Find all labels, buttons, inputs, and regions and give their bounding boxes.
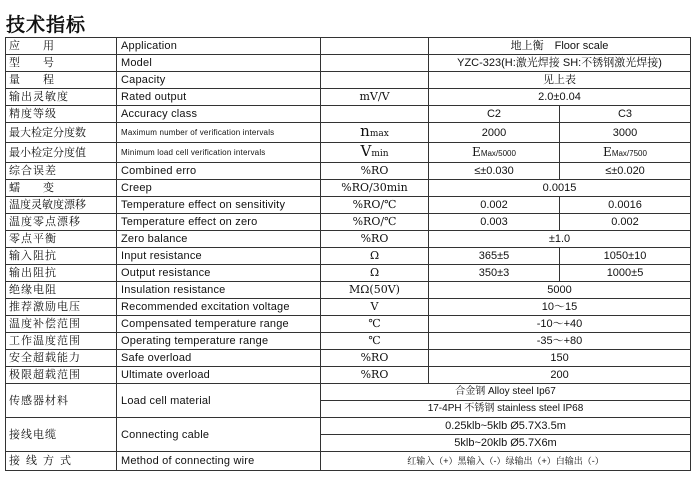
value-cell-c2 (429, 143, 560, 163)
unit-cell (321, 106, 429, 123)
value-cell-cable-1: 0.25klb~5klb Ø5.7X3.5m (321, 418, 691, 435)
unit-sub: max (369, 129, 389, 139)
value-cell: 150 (429, 350, 691, 367)
table-row (6, 299, 691, 316)
value-cell-c2: C2 (429, 106, 560, 123)
label-cn: 综合误差 (6, 163, 117, 180)
unit-cell (321, 143, 429, 163)
unit-cell: Ω (321, 248, 429, 265)
value-cell-c3: C3 (560, 106, 691, 123)
value-cell: YZC-323(H:激光焊接 SH:不锈钢激光焊接) (429, 55, 691, 72)
unit-cell: Ω (321, 265, 429, 282)
label-cn: 安全超载能力 (6, 350, 117, 367)
unit-cell: %RO (321, 163, 429, 180)
page-title: 技术指标 (6, 14, 87, 36)
value-sub: Max/7500 (611, 148, 647, 158)
table-row (6, 89, 691, 106)
label-cn: 接线电缆 (6, 418, 117, 452)
label-cn: 温度零点漂移 (6, 214, 117, 231)
value-cell-c3: 3000 (560, 123, 691, 143)
spec-table (5, 37, 691, 471)
unit-cell: %RO/℃ (321, 214, 429, 231)
label-en: Recommended excitation voltage (117, 299, 321, 316)
label-en: Creep (117, 180, 321, 197)
unit-cell (321, 38, 429, 55)
unit-sub: min (371, 149, 389, 159)
value-cell-c2: 0.003 (429, 214, 560, 231)
label-cn: 最小检定分度值 (6, 143, 117, 163)
table-row (6, 72, 691, 89)
table-row (6, 231, 691, 248)
value-cell: 2.0±0.04 (429, 89, 691, 106)
table-row (6, 55, 691, 72)
unit-cell (321, 55, 429, 72)
unit-cell: V (321, 299, 429, 316)
table-row (6, 316, 691, 333)
label-cn: 传感器材料 (6, 384, 117, 418)
label-cn: 输入阻抗 (6, 248, 117, 265)
label-cn (6, 123, 117, 143)
label-cn: 量 程 (6, 72, 117, 89)
value-cell-material-2: 17-4PH 不锈钢 stainless steel IP68 (321, 401, 691, 418)
unit-cell: %RO (321, 350, 429, 367)
value-cell: 地上衡 Floor scale (429, 38, 691, 55)
label-en: Capacity (117, 72, 321, 89)
unit-cell: mV/V (321, 89, 429, 106)
label-cn-text: 最大检定分度数 (9, 125, 86, 139)
value-cell-c2: ≤±0.030 (429, 163, 560, 180)
unit-main: n (360, 122, 370, 140)
unit-cell: ℃ (321, 333, 429, 350)
table-row (6, 180, 691, 197)
table-row-cable (6, 418, 691, 435)
label-en: Connecting cable (117, 418, 321, 452)
label-cn: 输出阻抗 (6, 265, 117, 282)
table-row (6, 265, 691, 282)
label-en: Zero balance (117, 231, 321, 248)
label-en: Input resistance (117, 248, 321, 265)
label-en: Method of connecting wire (117, 452, 321, 471)
value-cell-c3: 1000±5 (560, 265, 691, 282)
value-main: E (603, 144, 612, 159)
value-cell-c2: 350±3 (429, 265, 560, 282)
value-cell-c3: 0.0016 (560, 197, 691, 214)
value-cell: 见上表 (429, 72, 691, 89)
label-en: Rated output (117, 89, 321, 106)
value-cell: -10～+40 (429, 316, 691, 333)
label-en: Operating temperature range (117, 333, 321, 350)
label-en: Accuracy class (117, 106, 321, 123)
label-en: Output resistance (117, 265, 321, 282)
label-en: Maximum number of verification intervals (117, 123, 321, 143)
unit-cell: %RO/30min (321, 180, 429, 197)
value-cell: 10～15 (429, 299, 691, 316)
label-en: Safe overload (117, 350, 321, 367)
label-en: Load cell material (117, 384, 321, 418)
label-cn: 极限超载范围 (6, 367, 117, 384)
label-cn: 型 号 (6, 55, 117, 72)
value-cell: 200 (429, 367, 691, 384)
unit-cell: %RO (321, 367, 429, 384)
label-cn: 工作温度范围 (6, 333, 117, 350)
value-cell-c2: 2000 (429, 123, 560, 143)
label-cn: 零点平衡 (6, 231, 117, 248)
value-cell-cable-2: 5klb~20klb Ø5.7X6m (321, 435, 691, 452)
table-row (6, 248, 691, 265)
table-row (6, 197, 691, 214)
value-cell: 5000 (429, 282, 691, 299)
value-cell-wiring: 红输入（+）黑输入（-）绿输出（+）白输出（-） (321, 452, 691, 471)
label-cn: 应 用 (6, 38, 117, 55)
value-cell: ±1.0 (429, 231, 691, 248)
value-cell-c3: 1050±10 (560, 248, 691, 265)
label-en: Model (117, 55, 321, 72)
table-row (6, 367, 691, 384)
unit-cell: MΩ(50V) (321, 282, 429, 299)
label-cn: 接线方式 (6, 452, 117, 471)
label-en: Ultimate overload (117, 367, 321, 384)
unit-cell: ℃ (321, 316, 429, 333)
value-cell-c3 (560, 143, 691, 163)
label-en: Compensated temperature range (117, 316, 321, 333)
table-row (6, 106, 691, 123)
label-en: Application (117, 38, 321, 55)
label-cn: 温度灵敏度漂移 (6, 197, 117, 214)
unit-main: V (360, 142, 372, 160)
table-row (6, 143, 691, 163)
label-en: Insulation resistance (117, 282, 321, 299)
table-row (6, 38, 691, 55)
table-row (6, 123, 691, 143)
table-row (6, 333, 691, 350)
label-en: Temperature effect on zero (117, 214, 321, 231)
label-en: Temperature effect on sensitivity (117, 197, 321, 214)
value-main: E (472, 144, 481, 159)
value-cell-c3: ≤±0.020 (560, 163, 691, 180)
value-cell: -35～+80 (429, 333, 691, 350)
unit-cell (321, 123, 429, 143)
value-sub: Max/5000 (480, 148, 516, 158)
label-en: Combined erro (117, 163, 321, 180)
value-cell: 0.0015 (429, 180, 691, 197)
table-row (6, 282, 691, 299)
unit-cell: %RO (321, 231, 429, 248)
unit-cell: %RO/℃ (321, 197, 429, 214)
table-row (6, 350, 691, 367)
value-cell-material-1: 合金钢 Alloy steel Ip67 (321, 384, 691, 401)
value-cell-c2: 365±5 (429, 248, 560, 265)
label-en: Minimum load cell verification intervals (117, 143, 321, 163)
table-row (6, 163, 691, 180)
label-cn: 蠕 变 (6, 180, 117, 197)
label-cn: 温度补偿范围 (6, 316, 117, 333)
label-cn: 输出灵敏度 (6, 89, 117, 106)
table-row-material (6, 384, 691, 401)
label-cn: 推荐激励电压 (6, 299, 117, 316)
value-cell-c2: 0.002 (429, 197, 560, 214)
label-cn: 绝缘电阻 (6, 282, 117, 299)
label-cn: 精度等级 (6, 106, 117, 123)
unit-cell (321, 72, 429, 89)
value-cell-c3: 0.002 (560, 214, 691, 231)
table-row (6, 214, 691, 231)
table-row-wiring (6, 452, 691, 471)
